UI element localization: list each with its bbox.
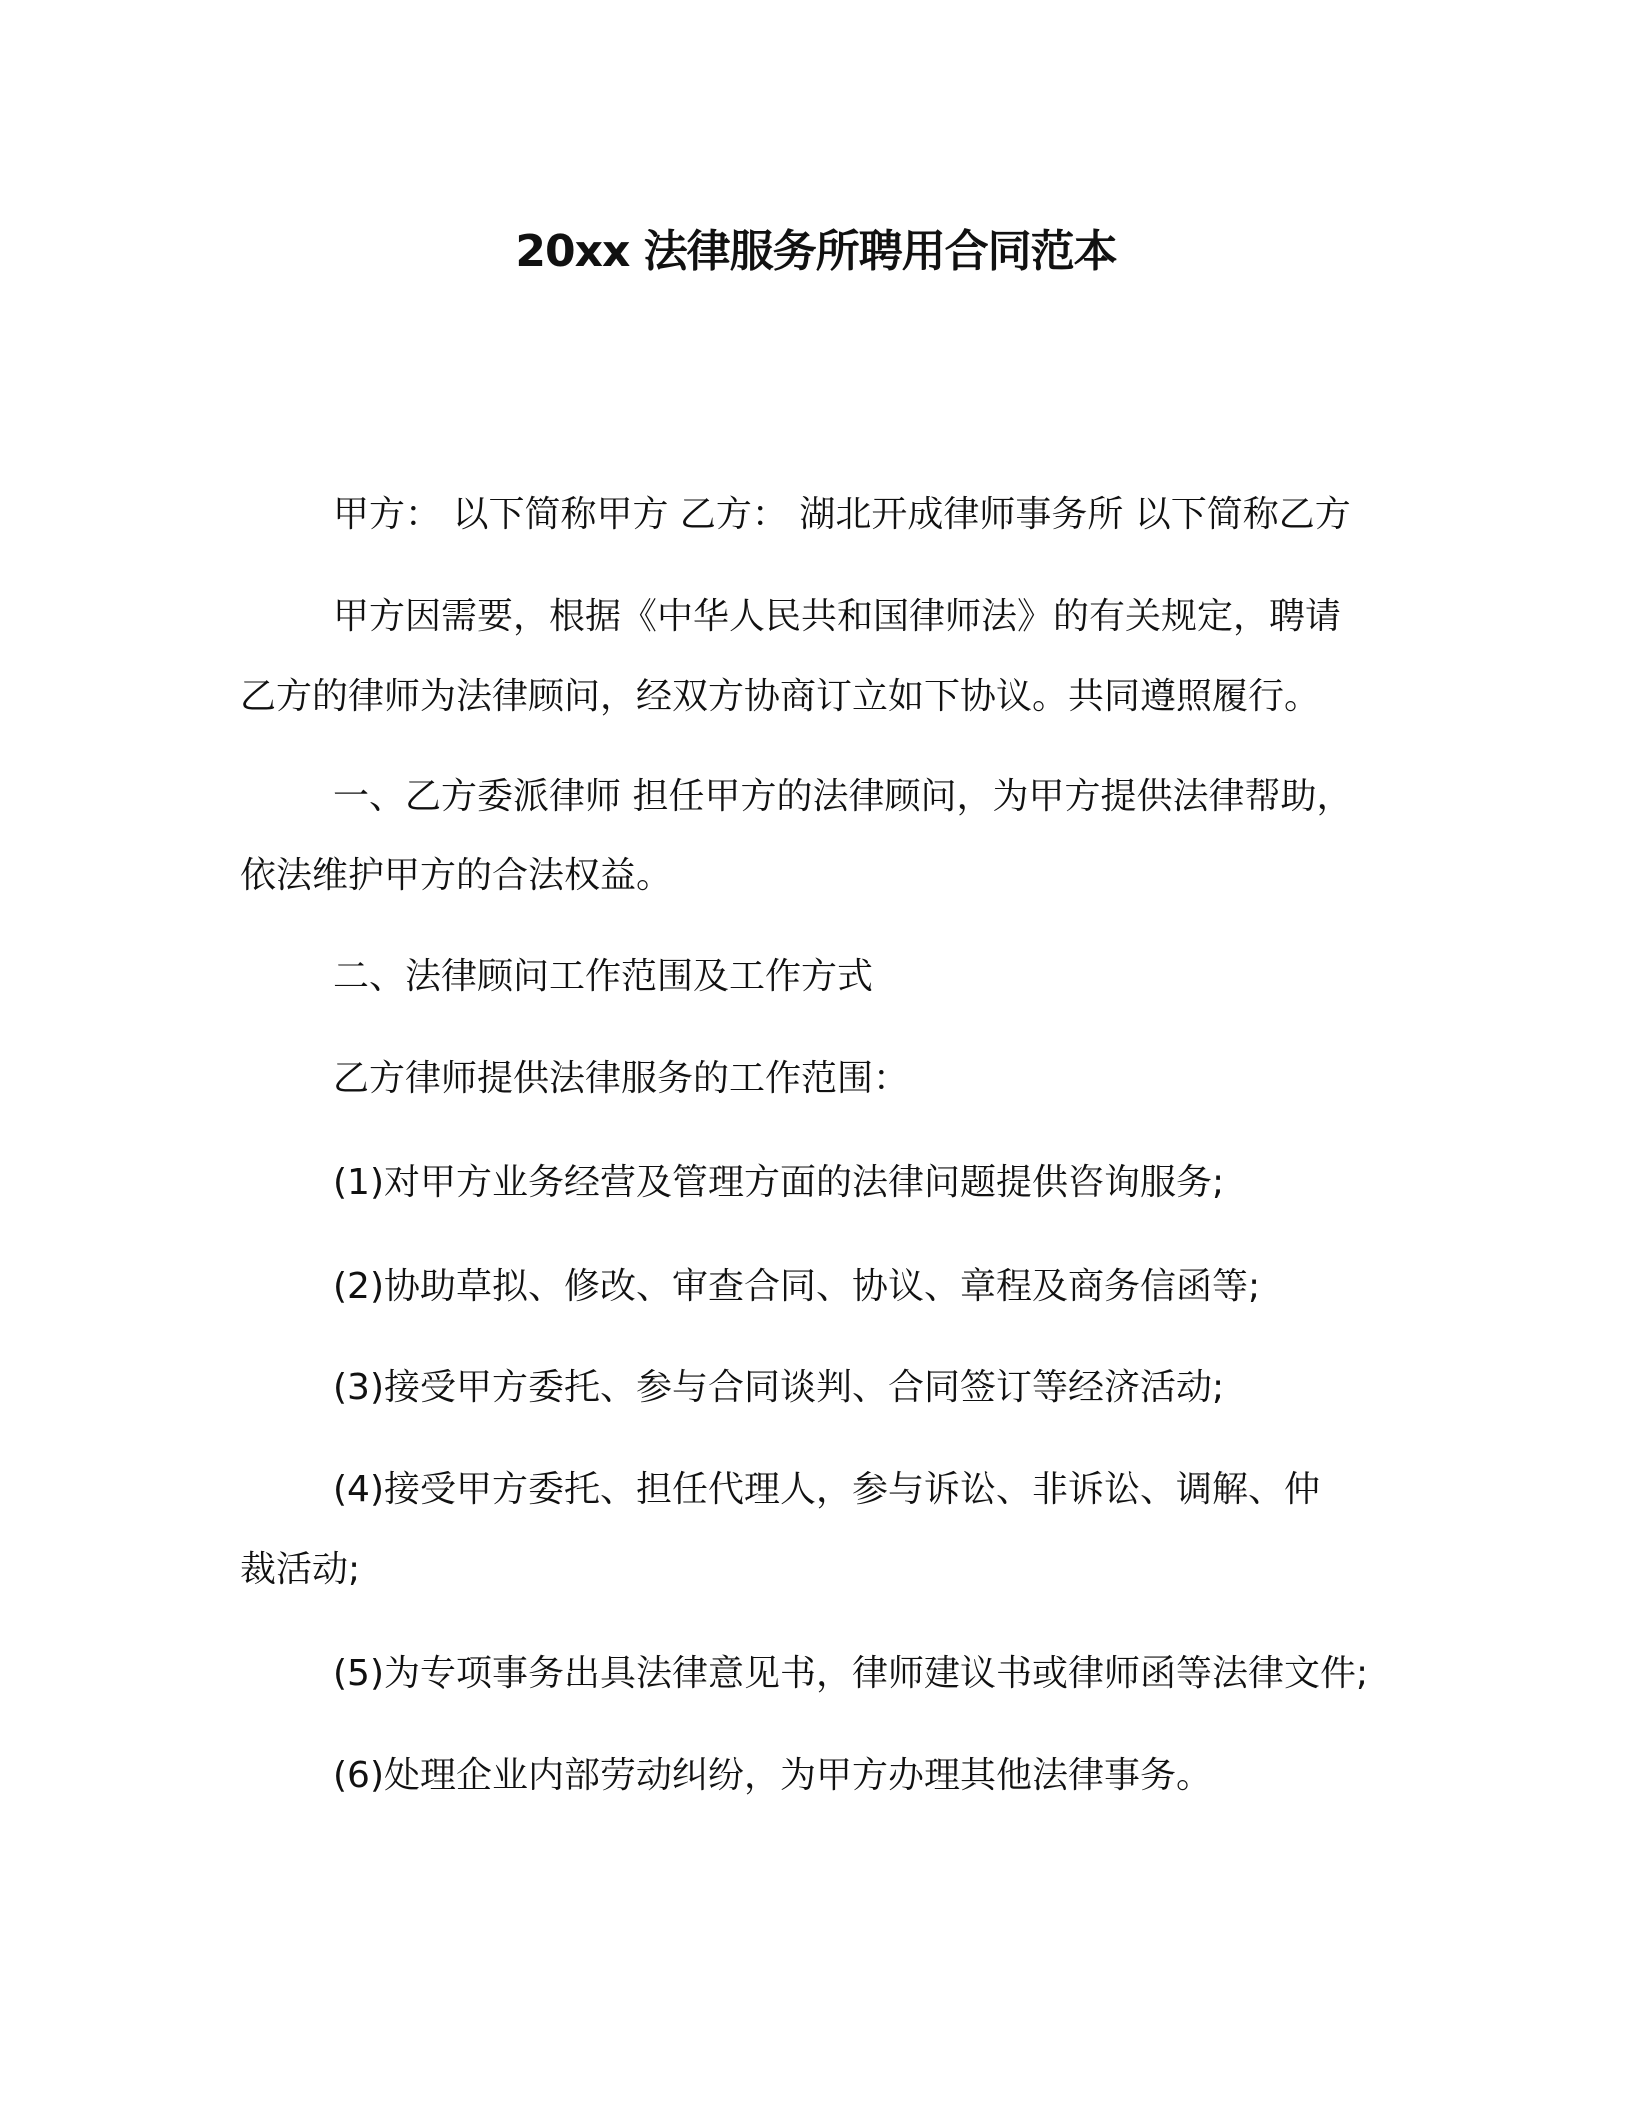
scope-item-4-line-2: 裁活动; xyxy=(240,1549,361,1590)
scope-intro: 乙方律师提供法律服务的工作范围： xyxy=(333,1058,910,1099)
document-title: 20xx 法律服务所聘用合同范本 xyxy=(515,226,1117,277)
scope-item-5: (5)为专项事务出具法律意见书，律师建议书或律师函等法律文件; xyxy=(333,1653,1369,1694)
scope-item-3: (3)接受甲方委托、参与合同谈判、合同签订等经济活动; xyxy=(333,1367,1225,1408)
section1-line-1: 一、乙方委派律师 担任甲方的法律顾问，为甲方提供法律帮助， xyxy=(333,776,1353,817)
parties-line: 甲方： 以下简称甲方 乙方： 湖北开成律师事务所 以下简称乙方 xyxy=(333,494,1351,535)
section2-heading: 二、法律顾问工作范围及工作方式 xyxy=(333,956,874,997)
scope-item-6: (6)处理企业内部劳动纠纷，为甲方办理其他法律事务。 xyxy=(333,1755,1212,1796)
scope-item-4-line-1: (4)接受甲方委托、担任代理人，参与诉讼、非诉讼、调解、仲 xyxy=(333,1469,1320,1510)
section1-line-2: 依法维护甲方的合法权益。 xyxy=(240,855,673,896)
scope-item-2: (2)协助草拟、修改、审查合同、协议、章程及商务信函等; xyxy=(333,1266,1261,1307)
scope-item-1: (1)对甲方业务经营及管理方面的法律问题提供咨询服务; xyxy=(333,1162,1225,1203)
intro-paragraph-line-2: 乙方的律师为法律顾问，经双方协商订立如下协议。共同遵照履行。 xyxy=(240,676,1321,717)
intro-paragraph-line-1: 甲方因需要，根据《中华人民共和国律师法》的有关规定，聘请 xyxy=(333,596,1342,637)
